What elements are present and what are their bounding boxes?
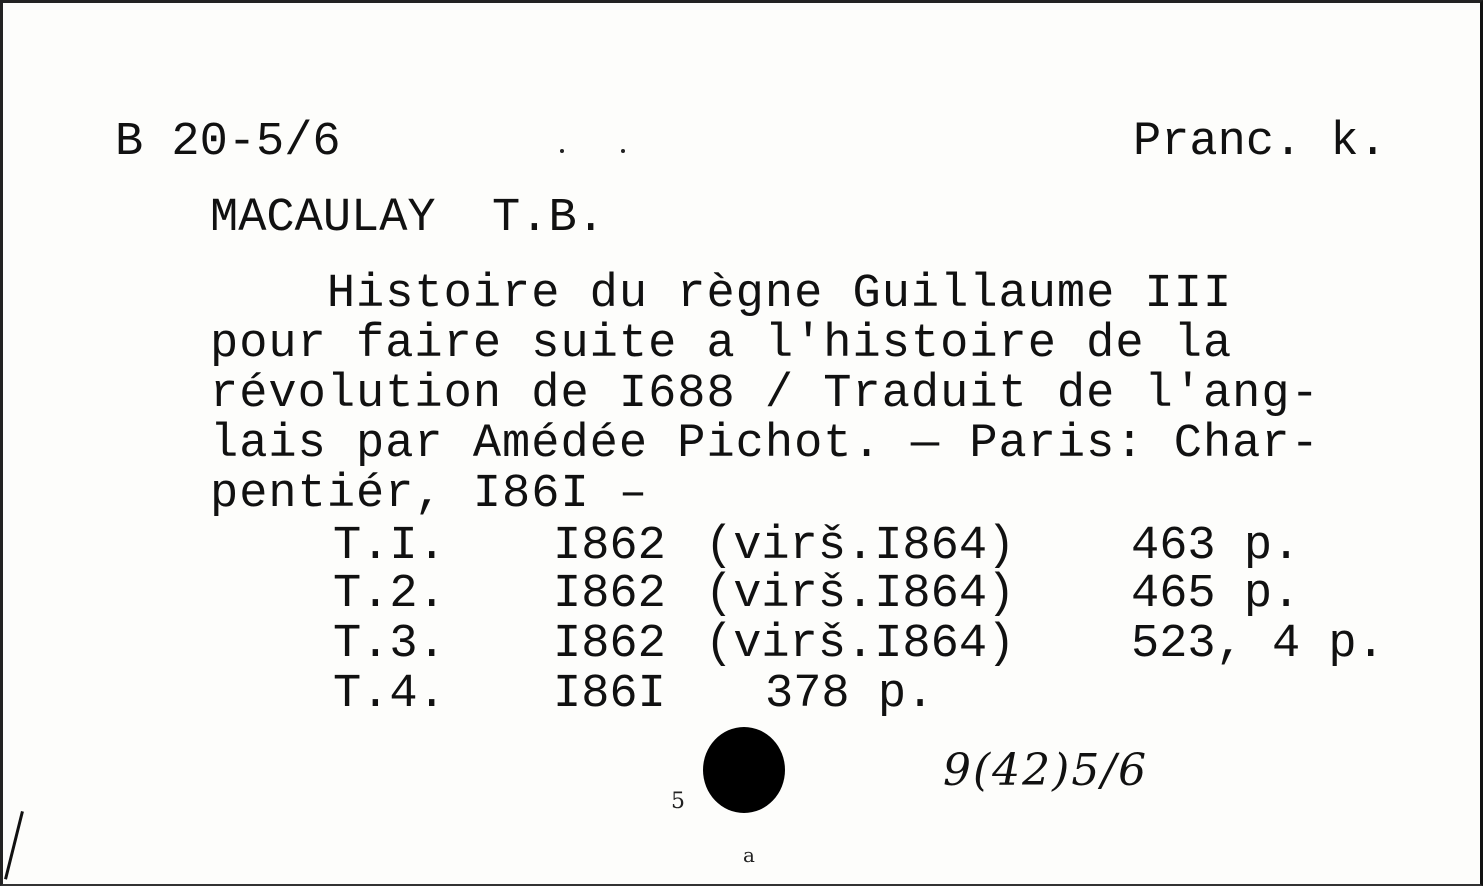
volume-tome: T.I. <box>333 520 446 573</box>
stray-dot <box>621 149 625 153</box>
volume-pages: 463 p. <box>1131 520 1301 573</box>
volume-year: I86I <box>553 668 666 721</box>
volume-note: (virš.I864) <box>705 618 1016 671</box>
handwritten-classification: 9(42)5/6 <box>943 745 1149 796</box>
volume-tome: T.2. <box>333 568 446 621</box>
volume-year: I862 <box>553 618 666 671</box>
punch-hole <box>703 727 785 813</box>
description-line: Histoire du règne Guillaume III <box>210 268 1233 321</box>
description-line: révolution de I688 / Traduit de l'ang- <box>210 368 1320 421</box>
volume-note: (virš.I864) <box>705 568 1016 621</box>
volume-note: (virš.I864) <box>705 520 1016 573</box>
volume-pages: 523, 4 p. <box>1131 618 1385 671</box>
call-number: B 20-5/6 <box>115 116 341 169</box>
description-line: pour faire suite a l'histoire de la <box>210 318 1233 371</box>
volume-year: I862 <box>553 568 666 621</box>
author-heading: MACAULAY T.B. <box>210 192 605 245</box>
volume-tome: T.3. <box>333 618 446 671</box>
small-handwritten-mark: 5 <box>671 789 685 814</box>
collection-code: Pranc. k. <box>1133 116 1387 169</box>
stray-dot <box>560 149 564 153</box>
volume-note: 378 p. <box>765 668 935 721</box>
volume-tome: T.4. <box>333 668 446 721</box>
pencil-slash-mark <box>4 811 24 880</box>
volume-year: I862 <box>553 520 666 573</box>
description-line: lais par Amédée Pichot. — Paris: Char- <box>210 418 1320 471</box>
description-line: pentiér, I86I – <box>210 468 649 521</box>
volume-pages: 465 p. <box>1131 568 1301 621</box>
small-bottom-mark: a <box>743 843 755 867</box>
